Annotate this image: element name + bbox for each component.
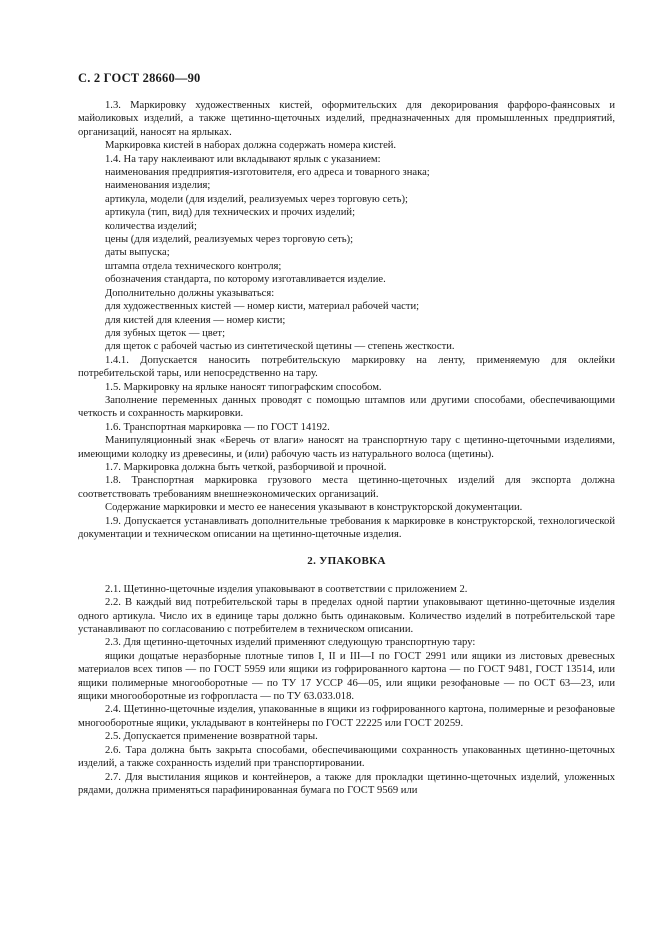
paragraph: обозначения стандарта, по которому изготавливается изделие. [105,274,386,286]
paragraph: 1.8. Транспортная маркировка грузового места щетинно-щеточных изделий для экспорта должна соответствовать требованиям внешнеэкономических организаций. [78,475,615,500]
paragraph: для художественных кистей — номер кисти, материал рабочей части; [105,301,420,313]
paragraph: 1.4.1. Допускается наносить потребительскую маркировку на ленту, применяемую для оклейки потребительской тары, или непосредственно на тару. [78,354,615,380]
paragraph: 2.3. Для щетинно-щеточных изделий применяют следующую транспортную тару: [105,637,476,649]
paragraph: Маркировка кистей в наборах должна содержать номера кистей. [105,140,397,152]
section-heading: 2. УПАКОВКА [307,555,386,568]
page-header: С. 2 ГОСТ 28660—90 [78,71,201,85]
paragraph: 2.7. Для выстилания ящиков и контейнеров, а также для прокладки щетинно-щеточных изделий, уложенных рядами, должна применяться парафинированная бумага по ГОСТ 9569 или [78,771,615,796]
paragraph: 2.4. Щетинно-щеточные изделия, упакованные в ящики из гофрированного картона, полимерные и резофановые многооборотные ящики, укладывают в контейнеры по ГОСТ 22225 или ГОСТ 20259. [78,704,615,729]
paragraph: 2.2. В каждый вид потребительской тары в пределах одной партии упаковывают щетинно-щеточные изделия одного артикула. Число их в единице тары должно быть одинаковым. Количество изделий в потребительской таре устанавливают по согласованию с потребителем в техническом описании. [78,597,615,636]
paragraph: 1.9. Допускается устанавливать дополнительные требования к маркировке в конструкторской, технологической документации и техническом описании на щетинно-щеточные изделия. [78,515,615,540]
paragraph: цены (для изделий, реализуемых через торговую сеть); [105,234,354,246]
paragraph: Дополнительно должны указываться: [105,287,275,299]
paragraph: штампа отдела технического контроля; [105,260,282,272]
paragraph: количества изделий; [105,220,197,232]
paragraph: артикула (тип, вид) для технических и прочих изделий; [105,207,356,219]
paragraph: даты выпуска; [105,247,170,259]
paragraph: 2.5. Допускается применение возвратной тары. [105,731,318,743]
paragraph: для щеток с рабочей частью из синтетической щетины — степень жесткости. [105,341,455,353]
paragraph: Содержание маркировки и место ее нанесения указывают в конструкторской документации. [105,502,523,514]
paragraph: 1.6. Транспортная маркировка — по ГОСТ 14192. [105,421,330,433]
paragraph: ящики дощатые неразборные плотные типов I, II и III—I по ГОСТ 2991 или ящики из листовых древесных материалов всех типов — по ГОСТ 5959 или ящики из гофрированного картона — по ГОСТ 9481, ГОСТ 13514, или ящики полимерные многооборотные — по ТУ 17 УССР 46—05, или ящики резофановые — по ОСТ 63—23, или ящики многооборотные из гофропласта — по ТУ 63.033.018. [78,650,615,703]
paragraph: 2.1. Щетинно-щеточные изделия упаковывают в соответствии с приложением 2. [105,583,468,595]
paragraph: наименования предприятия-изготовителя, его адреса и товарного знака; [105,167,430,179]
paragraph: для зубных щеток — цвет; [105,327,226,339]
paragraph: 1.3. Маркировку художественных кистей, оформительских для декорирования фарфоро-фаянсовых и майоликовых изделий, а также щетинно-щеточных изделий, предназначенных для промышленных предприятий, организаций, наносят на ярлыках. [78,100,615,138]
paragraph: 1.4. На тару наклеивают или вкладывают ярлык с указанием: [105,153,381,165]
paragraph: Заполнение переменных данных проводят с помощью штампов или другими способами, обеспечивающими четкость и сохранность маркировки. [78,394,615,420]
paragraph: 1.7. Маркировка должна быть четкой, разборчивой и прочной. [105,461,387,473]
paragraph: для кистей для клеения — номер кисти; [105,314,286,326]
paragraph: 1.5. Маркировку на ярлыке наносят типографским способом. [105,381,382,393]
document-body [78,99,615,797]
paragraph: артикула, модели (для изделий, реализуемых через торговую сеть); [105,193,408,205]
paragraph: 2.6. Тара должна быть закрыта способами, обеспечивающими сохранность упакованных щетинно-щеточных изделий, а также сохранность изделий при транспортировании. [78,744,615,770]
paragraph: Манипуляционный знак «Беречь от влаги» наносят на транспортную тару с щетинно-щеточными изделиями, имеющими колодку из древесины, и (или) рабочую часть из натурального волоса (щетины). [78,435,615,460]
paragraph: наименования изделия; [105,180,211,192]
